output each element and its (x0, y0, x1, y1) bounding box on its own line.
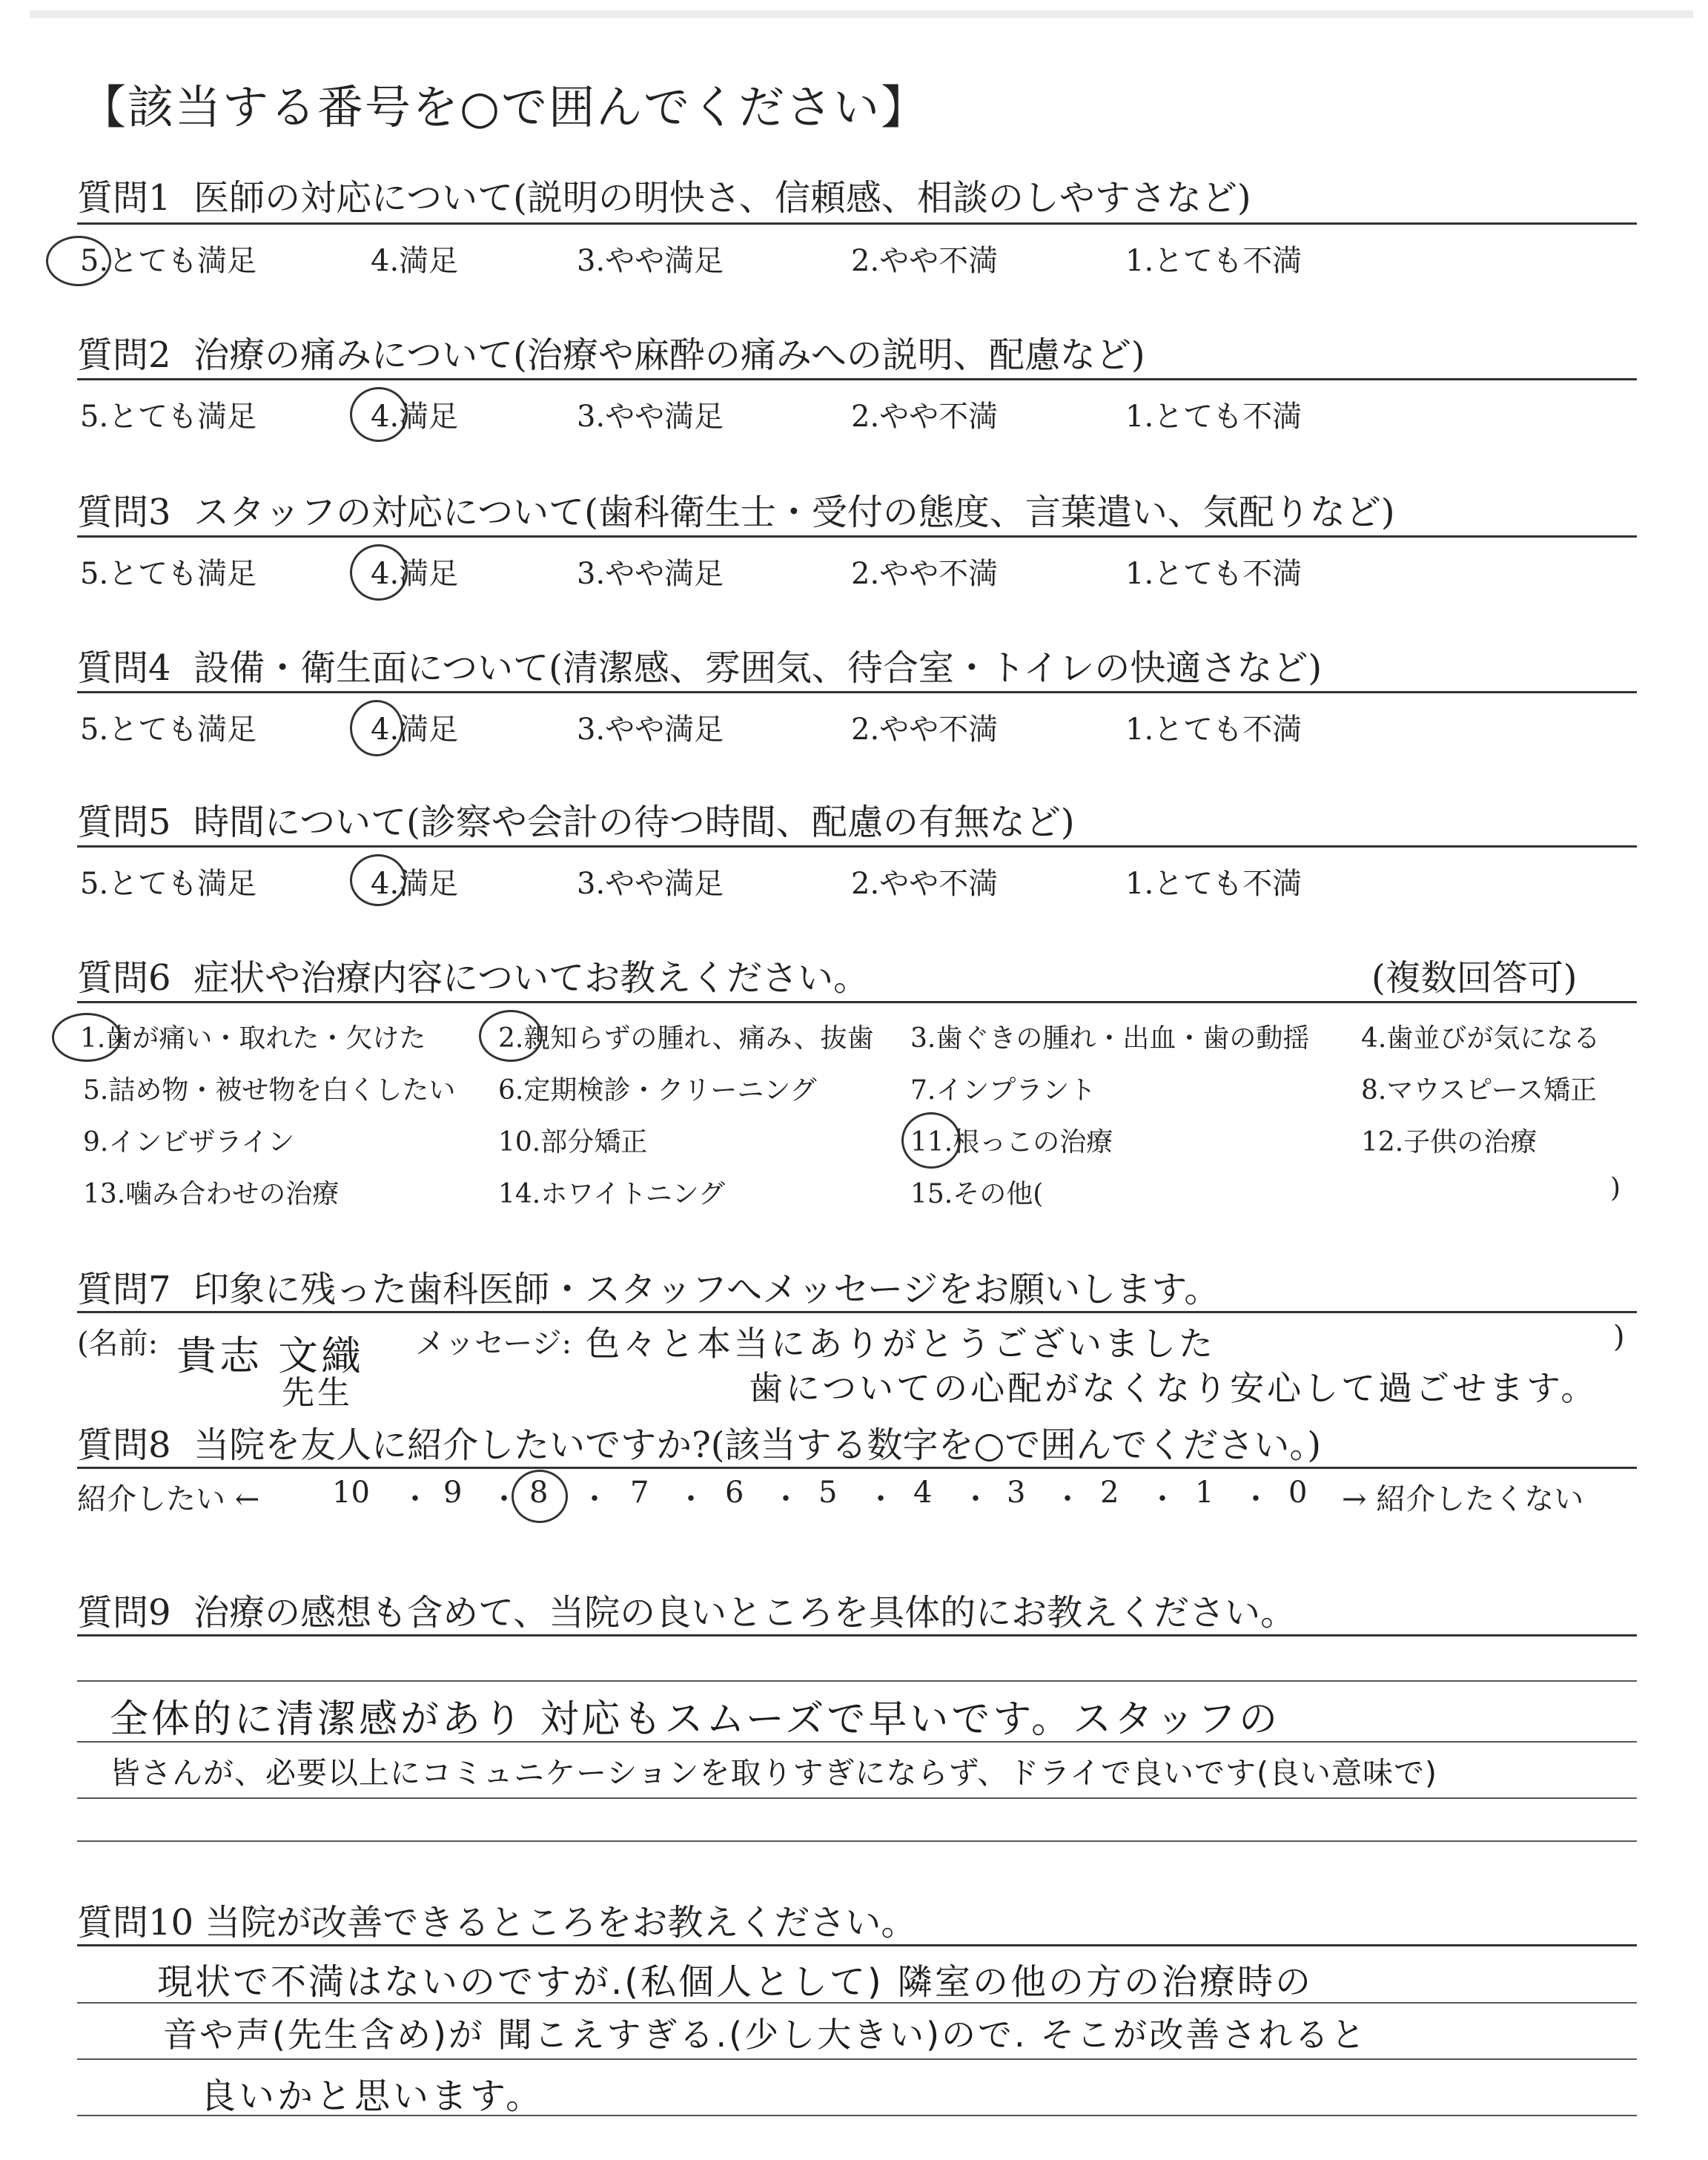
symptom-option-5[interactable]: 5.詰め物・被せ物を白くしたい (83, 1075, 456, 1106)
question-number: 質問6 (77, 957, 171, 999)
symptom-option-11[interactable]: 11.根っこの治療 (910, 1127, 1113, 1157)
question-text: 医師の対応について(説明の明快さ、信頼感、相談のしやすさなど) (193, 177, 1251, 219)
scale-1[interactable]: 1 (1195, 1476, 1214, 1510)
symptom-option-15[interactable]: 15.その他( (910, 1179, 1044, 1209)
symptom-option-12[interactable]: 12.子供の治療 (1361, 1127, 1537, 1157)
scale-dot: ・ (676, 1482, 706, 1516)
option-5[interactable]: 5.とても満足 (80, 867, 257, 901)
writing-line (77, 2058, 1637, 2060)
handwritten-answer-line-3: 良いかと思います。 (200, 2075, 545, 2117)
question-text: 症状や治療内容についてお教えください。 (193, 957, 870, 999)
question-text: 設備・衛生面について(清潔感、雰囲気、待合室・トイレの快適さなど) (193, 647, 1323, 689)
message-label: メッセージ: (415, 1327, 572, 1361)
option-4[interactable]: 4.満足 (371, 244, 459, 278)
scale-dot: ・ (1148, 1482, 1177, 1516)
divider (77, 1467, 1637, 1469)
question-number: 質問3 (77, 492, 171, 533)
question-1 (77, 169, 1251, 220)
question-number: 質問7 (77, 1269, 171, 1310)
option-2[interactable]: 2.やや不満 (851, 244, 999, 278)
option-1[interactable]: 1.とても不満 (1125, 713, 1302, 747)
option-5[interactable]: 5.とても満足 (80, 713, 257, 747)
option-1[interactable]: 1.とても不満 (1125, 244, 1302, 278)
scale-4[interactable]: 4 (913, 1476, 933, 1510)
question-3 (77, 483, 1395, 535)
option-4[interactable]: 4.満足 (371, 867, 459, 901)
scale-3[interactable]: 3 (1007, 1476, 1026, 1510)
other-close-paren: ) (1610, 1173, 1621, 1203)
question-4 (77, 639, 1322, 690)
option-5[interactable]: 5.とても満足 (80, 557, 257, 591)
divider (77, 1001, 1637, 1003)
question-text: 当院を友人に紹介したいですか?(該当する数字を○で囲んでください。) (193, 1424, 1322, 1466)
handwritten-message-line-2: 歯についての心配がなくなり安心して過ごせます。 (749, 1368, 1598, 1408)
option-2[interactable]: 2.やや不満 (851, 713, 999, 747)
handwritten-answer-line-2: 皆さんが、必要以上にコミュニケーションを取りすぎにならず、ドライで良いです(良い意味で) (110, 1755, 1438, 1791)
option-3[interactable]: 3.やや満足 (577, 400, 724, 434)
scale-8[interactable]: 8 (529, 1476, 549, 1510)
scale-7[interactable]: 7 (630, 1476, 649, 1510)
scale-dot: ・ (961, 1482, 990, 1516)
option-3[interactable]: 3.やや満足 (577, 557, 724, 591)
option-5[interactable]: 5.とても満足 (80, 244, 257, 278)
symptom-option-14[interactable]: 14.ホワイトニング (498, 1179, 726, 1209)
multiple-answer-note: (複数回答可) (1371, 957, 1578, 999)
handwritten-message-line-1: 色々と本当にありがとうございました (586, 1324, 1216, 1364)
question-text: 治療の痛みについて(治療や麻酔の痛みへの説明、配慮など) (193, 334, 1145, 376)
option-5[interactable]: 5.とても満足 (80, 400, 257, 434)
scale-right-label: → 紹介したくない (1342, 1482, 1584, 1516)
divider (77, 222, 1637, 225)
symptom-option-4[interactable]: 4.歯並びが気になる (1361, 1023, 1601, 1054)
question-number: 質問5 (77, 802, 171, 843)
question-text: スタッフの対応について(歯科衛生士・受付の態度、言葉遣い、気配りなど) (193, 492, 1395, 533)
option-2[interactable]: 2.やや不満 (851, 867, 999, 901)
divider (77, 1311, 1637, 1313)
option-3[interactable]: 3.やや満足 (577, 713, 724, 747)
scale-0[interactable]: 0 (1288, 1476, 1308, 1510)
symptom-option-6[interactable]: 6.定期検診・クリーニング (498, 1075, 817, 1106)
option-2[interactable]: 2.やや不満 (851, 400, 999, 434)
handwritten-name-title: 先生 (282, 1374, 353, 1412)
option-1[interactable]: 1.とても不満 (1125, 400, 1302, 434)
symptom-option-9[interactable]: 9.インビザライン (83, 1127, 295, 1157)
handwritten-name: 貴志 文織 (176, 1332, 365, 1379)
symptom-option-7[interactable]: 7.インプラント (910, 1075, 1096, 1106)
scale-dot: ・ (771, 1482, 801, 1516)
scale-left-label: 紹介したい ← (77, 1482, 260, 1516)
writing-line (77, 1840, 1637, 1842)
divider (77, 1944, 1637, 1946)
option-1[interactable]: 1.とても不満 (1125, 867, 1302, 901)
question-9 (77, 1584, 1296, 1635)
question-text: 時間について(診察や会計の待つ時間、配慮の有無など) (193, 802, 1075, 843)
scale-dot: ・ (489, 1482, 519, 1516)
question-text: 印象に残った歯科医師・スタッフへメッセージをお願いします。 (193, 1269, 1220, 1310)
scale-9[interactable]: 9 (443, 1476, 463, 1510)
option-4[interactable]: 4.満足 (371, 400, 459, 434)
scale-5[interactable]: 5 (818, 1476, 838, 1510)
symptom-option-3[interactable]: 3.歯ぐきの腫れ・出血・歯の動揺 (910, 1023, 1310, 1054)
option-4[interactable]: 4.満足 (371, 557, 459, 591)
question-2 (77, 326, 1145, 377)
option-3[interactable]: 3.やや満足 (577, 244, 724, 278)
question-8 (77, 1416, 1321, 1467)
writing-line (77, 1680, 1637, 1682)
writing-line (77, 1797, 1637, 1799)
scan-edge (30, 10, 1693, 18)
scale-dot: ・ (580, 1482, 609, 1516)
divider (77, 535, 1637, 538)
symptom-option-8[interactable]: 8.マウスピース矯正 (1361, 1075, 1598, 1106)
symptom-option-1[interactable]: 1.歯が痛い・取れた・欠けた (80, 1023, 426, 1054)
question-5 (77, 793, 1075, 845)
handwritten-answer-line-1: 全体的に清潔感があり 対応もスムーズで早いです。スタッフの (110, 1697, 1281, 1742)
symptom-option-13[interactable]: 13.噛み合わせの治療 (83, 1179, 340, 1209)
question-10 (77, 1894, 916, 1945)
option-2[interactable]: 2.やや不満 (851, 557, 999, 591)
symptom-option-10[interactable]: 10.部分矯正 (498, 1127, 648, 1157)
divider (77, 378, 1637, 380)
handwritten-answer-line-1: 現状で不満はないのですが.(私個人として) 隣室の他の方の治療時の (157, 1961, 1313, 2003)
name-label: (名前: (77, 1327, 159, 1361)
question-number: 質問10 (77, 1902, 194, 1943)
close-paren: ) (1613, 1320, 1625, 1354)
question-number: 質問4 (77, 647, 171, 689)
option-3[interactable]: 3.やや満足 (577, 867, 724, 901)
question-number: 質問2 (77, 334, 171, 376)
question-text: 治療の感想も含めて、当院の良いところを具体的にお教えください。 (193, 1592, 1297, 1634)
scale-6[interactable]: 6 (725, 1476, 744, 1510)
scale-dot: ・ (866, 1482, 896, 1516)
divider (77, 1634, 1637, 1636)
scale-dot: ・ (400, 1482, 430, 1516)
page-title: 【該当する番号を○で囲んでください】 (80, 80, 929, 134)
question-7 (77, 1261, 1219, 1312)
symptom-option-2[interactable]: 2.親知らずの腫れ、痛み、抜歯 (498, 1023, 874, 1054)
question-6 (77, 949, 869, 1000)
question-text: 当院が改善できるところをお教えください。 (205, 1902, 917, 1943)
scale-dot: ・ (1241, 1482, 1271, 1516)
divider (77, 691, 1637, 693)
divider (77, 845, 1637, 848)
option-1[interactable]: 1.とても不満 (1125, 557, 1302, 591)
question-number: 質問8 (77, 1424, 171, 1466)
scale-10[interactable]: 10 (332, 1476, 370, 1510)
scale-2[interactable]: 2 (1100, 1476, 1119, 1510)
question-number: 質問9 (77, 1592, 171, 1634)
option-4[interactable]: 4.満足 (371, 713, 459, 747)
question-number: 質問1 (77, 177, 171, 219)
scale-dot: ・ (1053, 1482, 1082, 1516)
handwritten-answer-line-2: 音や声(先生含め)が 聞こえすぎる.(少し大きい)ので. そこが改善されると (163, 2015, 1368, 2055)
